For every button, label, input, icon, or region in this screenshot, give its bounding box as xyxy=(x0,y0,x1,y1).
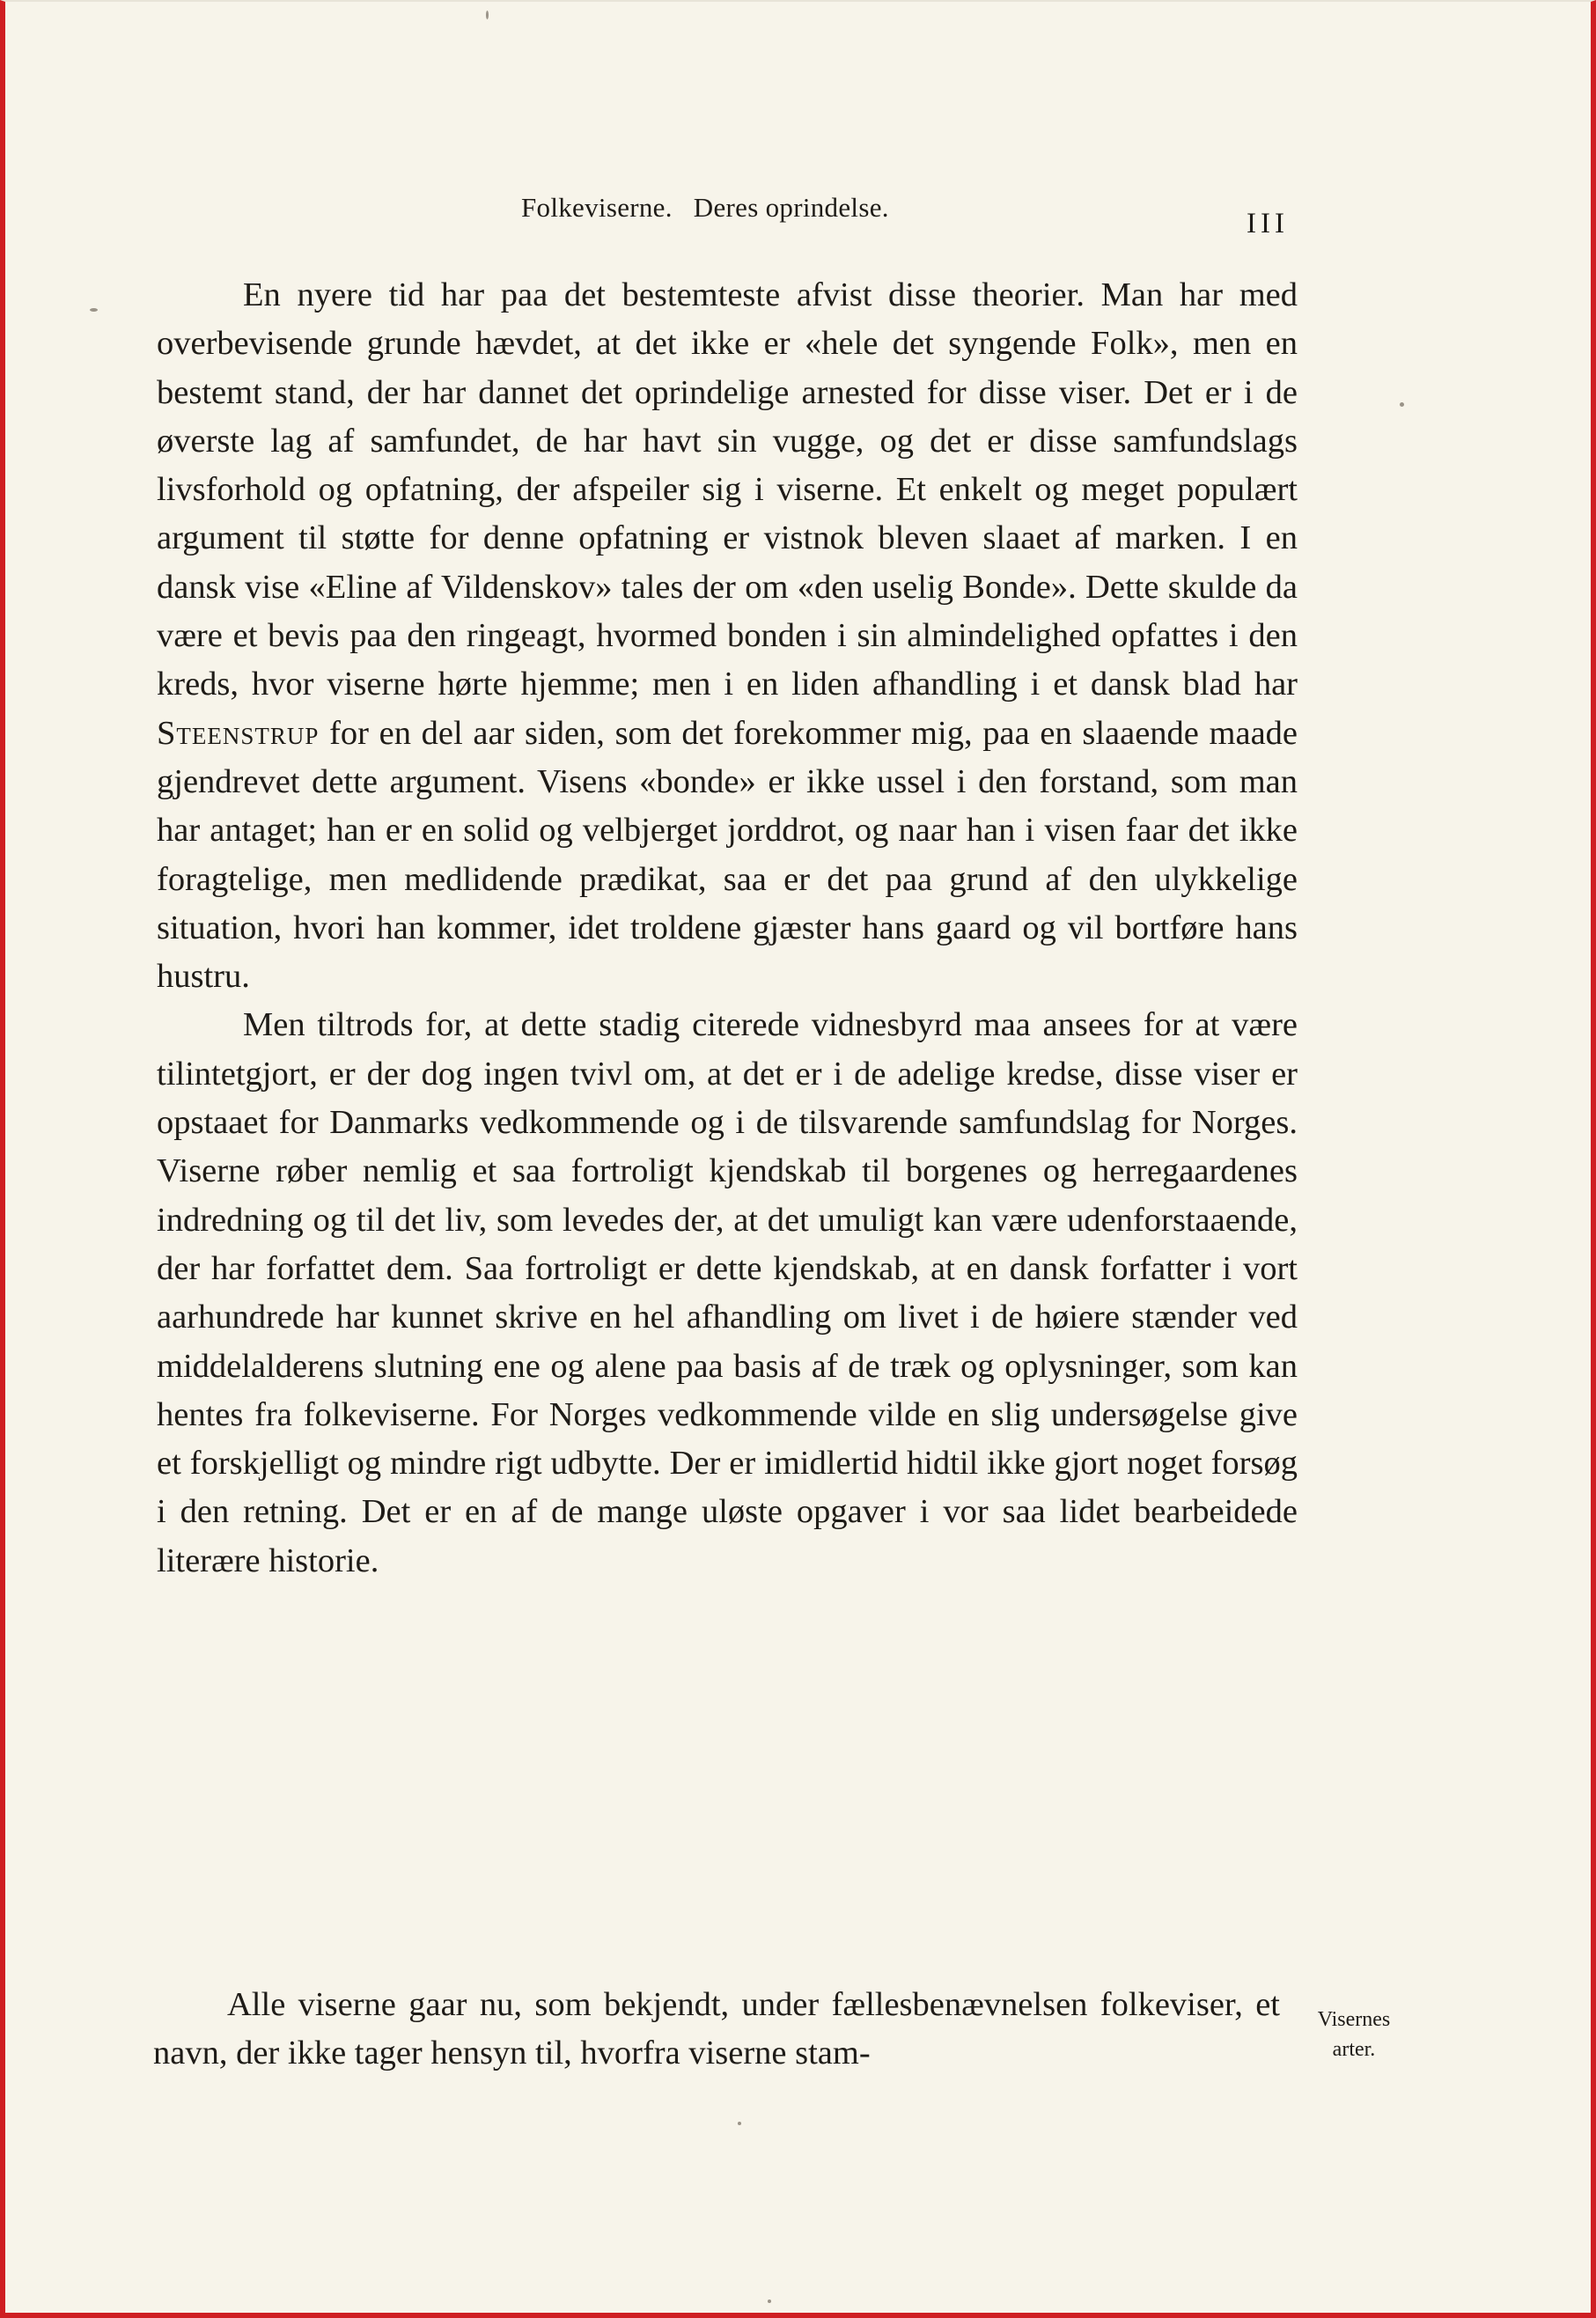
section-start xyxy=(153,1981,1280,2079)
paragraph-3: Alle viserne gaar nu, som bekjendt, under fællesbenævnelsen folkeviser, et navn, der ikke tager hensyn til, hvorfra viserne stam- xyxy=(153,1986,1280,2072)
margin-note-line-1: Visernes xyxy=(1317,2008,1391,2031)
paragraph-1-text-b: for en del aar siden, som det forekommer mig, paa en slaaende maade gjendrevet dette argument. Visens «bonde» er ikke ussel i den forstand, som man har antaget; han er en solid og velbjerget jorddrot, og naar han i visen faar det ikke foragtelige, men medlidende prædikat, saa er det paa grund af den ulykkelige situation, hvori han kommer, idet troldene gjæster hans gaard og vil bortføre hans hustru. xyxy=(157,714,1298,996)
running-title-part2: Deres oprindelse. xyxy=(693,192,889,223)
main-text xyxy=(157,271,1298,1586)
margin-note-line-2: arter. xyxy=(1332,2038,1376,2061)
paper-speck xyxy=(1400,402,1404,407)
paper-speck xyxy=(486,11,489,19)
paragraph-1-text-a: En nyere tid har paa det bestemteste afvist disse theorier. Man har med overbevisende grunde hævdet, at det ikke er «hele det syngende Folk», men en bestemt stand, der har dannet det oprindelige arnested for disse viser. Det er i de øverste lag af samfundet, de har havt sin vugge, og det er disse samfundslags livsforhold og opfatning, der afspeiler sig i viserne. Et enkelt og meget populært argument til støtte for denne opfatning er vistnok bleven slaaet af marken. I en dansk vise «Eline af Vildenskov» tales der om «den uselig Bonde». Dette skulde da være et bevis paa den ringeagt, hvormed bonden i sin almindelighed opfattes i den kreds, hvor viserne hørte hjemme; men i en liden afhandling i et dansk blad har xyxy=(157,276,1298,703)
running-title-part1: Folkeviserne. xyxy=(521,192,673,223)
paragraph-2: Men tiltrods for, at dette stadig citerede vidnesbyrd maa ansees for at være tilintetgjort, er der dog ingen tvivl om, at det er i de adelige kredse, disse viser er opstaaet for Danmarks vedkommende og i de tilsvarende samfundslag for Norges. Viserne røber nemlig et saa fortroligt kjendskab til borgenes og herregaardenes indredning og til det liv, som levedes der, at det umuligt kan være udenforstaaende, der har forfattet dem. Saa fortroligt er dette kjendskab, at en dansk forfatter i vort aarhundrede har kunnet skrive en hel afhandling om livet i de høiere stænder ved middelalderens slutning ene og alene paa basis af de træk og oplysninger, som kan hentes fra folkeviserne. For Norges vedkommende vilde en slig undersøgelse give et forskjelligt og mindre rigt udbytte. Der er imidlertid hidtil ikke gjort noget forsøg i den retning. Det er en af de mange uløste opgaver i vor saa lidet bearbeidede literære historie. xyxy=(157,1006,1298,1579)
paper-speck xyxy=(768,2300,771,2303)
margin-note xyxy=(1308,2005,1400,2064)
author-name: Steenstrup xyxy=(157,714,320,752)
paper-speck xyxy=(738,2122,741,2125)
paper-speck xyxy=(90,308,98,312)
paragraph-1 xyxy=(157,271,1298,1001)
running-head xyxy=(521,192,889,224)
page-number: III xyxy=(1247,208,1289,239)
